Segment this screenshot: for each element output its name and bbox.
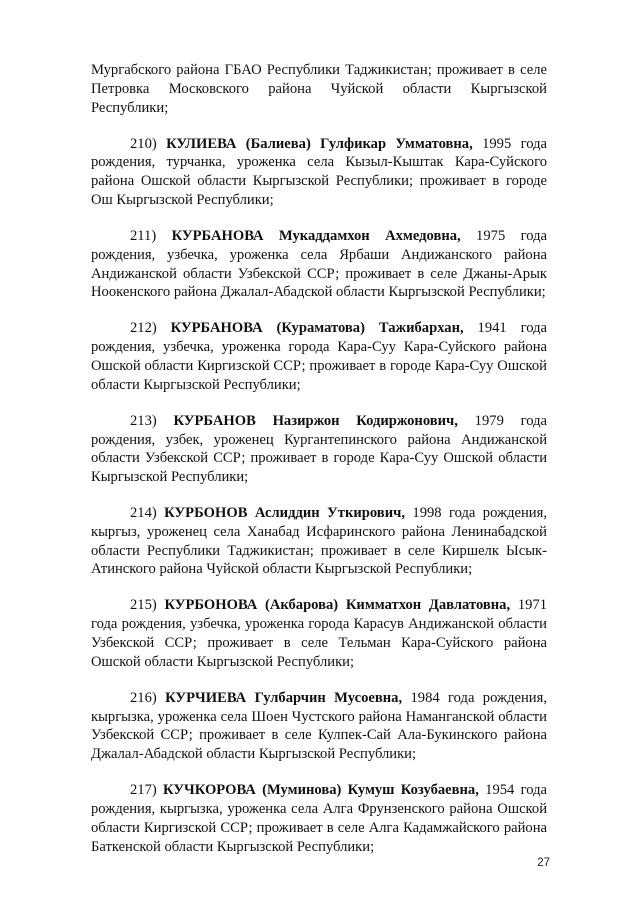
entry-number: 216) (130, 689, 157, 706)
entry-text: 1979 года рождения, узбек, уроженец Кургантепинского района Андижанской области Узбекской ССР; проживает в городе Кара-Суу Ошской области Кыргызской Республики; (91, 412, 547, 486)
entry-name: КУЧКОРОВА (Муминова) Кумуш Козубаевна, (163, 782, 479, 799)
entry-212 (91, 319, 547, 394)
entry-name: КУРЧИЕВА Гулбарчин Мусоевна, (165, 689, 403, 706)
entry-216 (91, 689, 547, 764)
entry-215 (91, 596, 547, 671)
intro-paragraph: Мургабского района ГБАО Республики Таджикистан; проживает в селе Петровка Московского района Чуйской области Кыргызской Республики; (91, 62, 547, 116)
document-body (91, 61, 547, 874)
entry-213 (91, 412, 547, 487)
entry-text: 1954 года рождения, кыргызка, уроженка села Алга Фрунзенского района Ошской области Киргизской ССР; проживает в селе Алга Кадамжайского района Баткенской области Кыргызской Республики; (91, 782, 547, 855)
entry-text: 1941 года рождения, узбечка, уроженка города Кара-Суу Кара-Суйского района Ошской области Киргизской ССР; проживает в городе Кара-Суу Ошской области Кыргызской Республики; (91, 320, 547, 393)
entry-name: КУРБАНОВ Назиржон Кодиржонович, (173, 412, 458, 429)
page-number: 27 (537, 857, 550, 869)
entry-211 (91, 227, 547, 302)
entry-name: КУРБАНОВА Мукаддамхон Ахмедовна, (171, 227, 461, 244)
entry-number: 210) (130, 135, 157, 152)
entry-name: КУРБОНОВ Аслиддин Уткирович, (164, 505, 405, 522)
entry-name: КУРБОНОВА (Акбарова) Кимматхон Давлатовна, (164, 597, 511, 614)
entry-text: 1984 года рождения, кыргызка, уроженка села Шоен Чустского района Наманганской области Узбекской ССР; проживает в селе Кулпек-Сай Ала-Букинского района Джалал-Абадской области Кыргызской Республики; (91, 689, 547, 763)
entry-number: 212) (130, 320, 157, 337)
entry-214 (91, 504, 547, 579)
entry-210 (91, 135, 547, 210)
entry-number: 215) (130, 597, 157, 614)
entry-name: КУЛИЕВА (Балиева) Гулфикар Умматовна, (166, 135, 473, 152)
entry-text: 1971 года рождения, узбечка, уроженка города Карасув Андижанской области Узбекской ССР; проживает в селе Тельман Кара-Суйского района Ошской области Кыргызской Республики; (91, 597, 548, 670)
entry-text: 1998 года рождения, кыргыз, уроженец села Ханабад Исфаринского района Ленинабадской области Республики Таджикистан; проживает в селе Киршелк Ысык-Атинского района Чуйской области Кыргызской Республики; (91, 505, 547, 578)
entry-name: КУРБАНОВА (Кураматова) Тажибархан, (170, 320, 464, 337)
entry-number: 214) (130, 505, 157, 522)
entry-text: 1995 года рождения, турчанка, уроженка села Кызыл-Кыштак Кара-Суйского района Ошской области Кыргызской Республики; проживает в городе Ош Кыргызской Республики; (91, 135, 547, 208)
entry-number: 213) (130, 412, 157, 429)
entry-number: 217) (130, 782, 157, 799)
entry-217 (91, 781, 547, 856)
entry-text: 1975 года рождения, узбечка, уроженка села Ярбаши Андижанского района Андижанской области Узбекской ССР; проживает в селе Джаны-Арык Ноокенского района Джалал-Абадской области Кыргызской Республики; (91, 227, 547, 301)
entry-number: 211) (130, 227, 157, 244)
